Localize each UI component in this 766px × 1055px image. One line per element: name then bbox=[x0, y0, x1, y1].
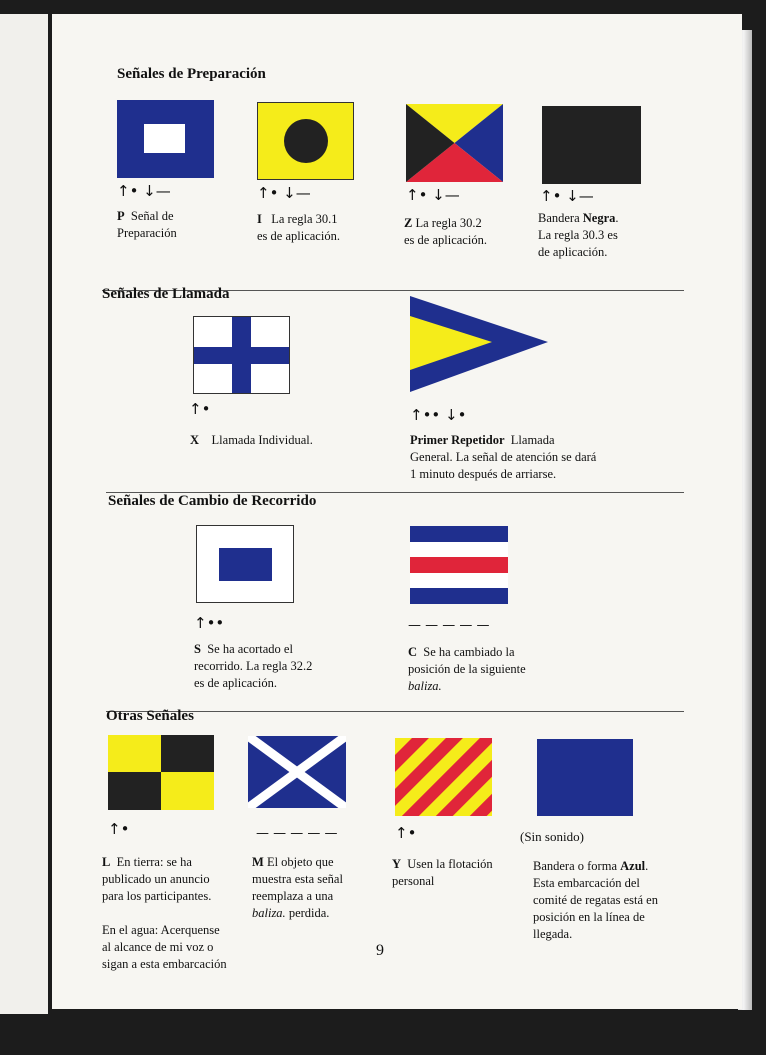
page-number: 9 bbox=[376, 942, 384, 959]
caption-first-substitute: Primer Repetidor Llamada General. La señal de atención se dará 1 minuto después de arriarse. bbox=[410, 433, 597, 481]
p-flag-icon bbox=[117, 100, 214, 178]
caption-y: Y Usen la flotación personal bbox=[392, 857, 493, 888]
blue-flag-icon bbox=[537, 739, 633, 816]
section-title-cambio: Señales de Cambio de Recorrido bbox=[108, 493, 317, 509]
caption-x: X Llamada Individual. bbox=[190, 433, 313, 447]
sound-signal: ↑• bbox=[395, 824, 417, 842]
caption-p: P Señal de Preparación bbox=[117, 209, 177, 240]
caption-m: M El objeto que muestra esta señal reemplaza a una baliza. perdida. bbox=[252, 855, 343, 920]
section-title-otras: Otras Señales bbox=[106, 708, 194, 724]
page-9 bbox=[52, 14, 742, 1009]
c-flag-icon bbox=[410, 526, 508, 604]
caption-i: I La regla 30.1 es de aplicación. bbox=[257, 212, 340, 243]
sound-signal: — — — — — bbox=[408, 618, 490, 633]
sound-signal: ↑• ↓— bbox=[117, 182, 171, 200]
l-flag-icon bbox=[108, 735, 214, 810]
sound-signal: (Sin sonido) bbox=[520, 829, 584, 844]
sound-signal: ↑•• bbox=[194, 614, 225, 632]
caption-black: Bandera Negra. La regla 30.3 es de aplicación. bbox=[538, 211, 619, 259]
first-substitute-pennant-icon bbox=[410, 296, 550, 393]
m-flag-icon bbox=[248, 736, 346, 808]
caption-l: L En tierra: se ha publicado un anuncio para los participantes. En el agua: Acerquense al alcance de mi voz o sigan a esta embarcación bbox=[102, 855, 227, 971]
i-flag-icon bbox=[257, 102, 354, 180]
z-flag-icon bbox=[406, 104, 503, 182]
s-flag-icon bbox=[196, 525, 294, 603]
sound-signal: ↑• bbox=[108, 820, 130, 838]
left-page bbox=[0, 14, 48, 1014]
sound-signal: ↑•• ↓• bbox=[410, 406, 467, 424]
x-flag-icon bbox=[193, 316, 290, 394]
black-flag-icon bbox=[542, 106, 641, 184]
sound-signal: ↑• bbox=[189, 400, 211, 418]
caption-z: Z La regla 30.2 es de aplicación. bbox=[404, 216, 487, 247]
section-title-preparacion: Señales de Preparación bbox=[117, 66, 266, 82]
sound-signal: — — — — — bbox=[256, 826, 338, 841]
sound-signal: ↑• ↓— bbox=[540, 187, 594, 205]
section-title-llamada: Señales de Llamada bbox=[102, 286, 230, 302]
y-flag-icon bbox=[395, 738, 492, 816]
caption-c: C Se ha cambiado la posición de la siguiente baliza. bbox=[408, 645, 526, 693]
caption-blue: Bandera o forma Azul. Esta embarcación del comité de regatas está en posición en la línea de llegada. bbox=[533, 859, 658, 941]
caption-s: S Se ha acortado el recorrido. La regla 32.2 es de aplicación. bbox=[194, 642, 313, 690]
sound-signal: ↑• ↓— bbox=[406, 186, 460, 204]
sound-signal: ↑• ↓— bbox=[257, 184, 311, 202]
